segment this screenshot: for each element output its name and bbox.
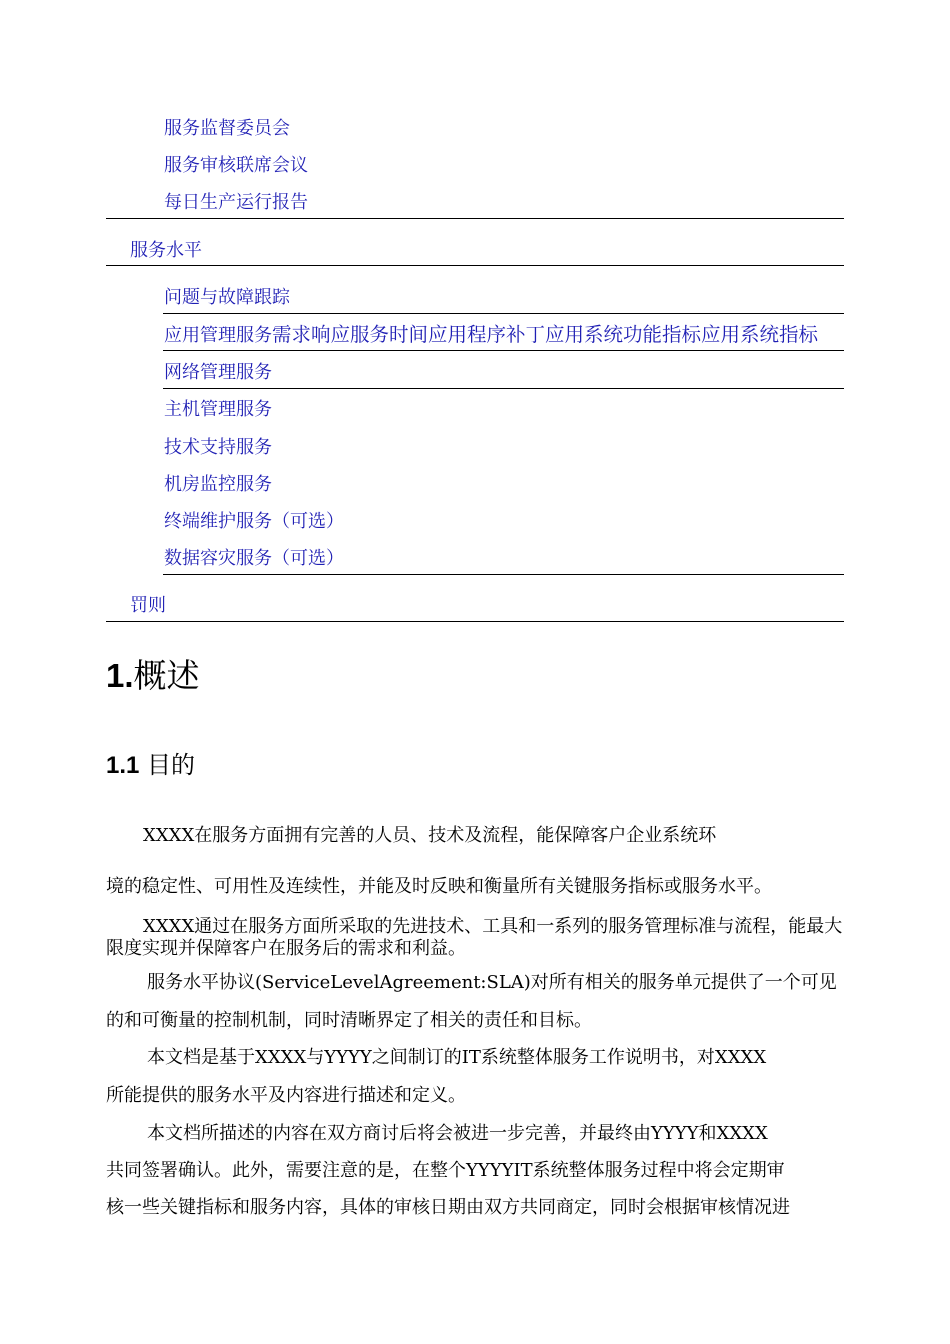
heading-1-title: 概述 xyxy=(133,656,200,695)
toc-divider xyxy=(163,574,844,575)
heading-2-number: 1.1 xyxy=(106,752,140,779)
toc-item-host[interactable]: 主机管理服务 xyxy=(164,399,272,420)
paragraph-1-line-2: 境的稳定性、可用性及连续性，并能及时反映和衡量所有关键服务指标或服务水平。 xyxy=(106,876,772,897)
toc-section-service-level[interactable]: 服务水平 xyxy=(130,240,202,261)
heading-2 xyxy=(106,749,195,782)
toc-item-machine-room[interactable]: 机房监控服务 xyxy=(164,474,272,495)
toc-item-service-review-meeting[interactable]: 服务审核联席会议 xyxy=(164,155,308,176)
toc-item-issue-tracking[interactable]: 问题与故障跟踪 xyxy=(164,287,290,308)
toc-divider xyxy=(163,388,844,389)
heading-1 xyxy=(106,654,200,698)
toc-divider xyxy=(163,313,844,314)
toc-item-app-management[interactable]: 应用管理服务 xyxy=(164,325,272,346)
toc-item-service-supervision-committee[interactable]: 服务监督委员会 xyxy=(164,118,290,139)
heading-2-title: 目的 xyxy=(147,751,196,779)
toc-divider xyxy=(106,218,844,219)
toc-item-app-management-sub[interactable]: 需求响应服务时间应用程序补丁应用系统功能指标应用系统指标 xyxy=(272,323,819,346)
toc-item-daily-report[interactable]: 每日生产运行报告 xyxy=(164,192,308,213)
heading-1-number: 1. xyxy=(106,657,134,694)
toc-item-disaster-recovery[interactable]: 数据容灾服务（可选） xyxy=(164,548,344,569)
paragraph-5-line-1: 本文档所描述的内容在双方商讨后将会被进一步完善，并最终由YYYY和XXXX xyxy=(147,1123,768,1144)
paragraph-4-line-1: 本文档是基于XXXX与YYYY之间制订的IT系统整体服务工作说明书，对XXXX xyxy=(147,1047,767,1068)
paragraph-4-line-2: 所能提供的服务水平及内容进行描述和定义。 xyxy=(106,1085,466,1106)
toc-item-network[interactable]: 网络管理服务 xyxy=(164,362,272,383)
toc-item-tech-support[interactable]: 技术支持服务 xyxy=(164,437,272,458)
paragraph-5-line-3: 核一些关键指标和服务内容，具体的审核日期由双方共同商定，同时会根据审核情况进 xyxy=(106,1197,790,1218)
toc-item-terminal[interactable]: 终端维护服务（可选） xyxy=(164,511,344,532)
toc-divider xyxy=(106,265,844,266)
paragraph-1-line-1: XXXX在服务方面拥有完善的人员、技术及流程，能保障客户企业系统环 xyxy=(143,825,717,846)
paragraph-5-line-2: 共同签署确认。此外，需要注意的是，在整个YYYYIT系统整体服务过程中将会定期审 xyxy=(106,1160,785,1181)
toc-item-app-management-row xyxy=(164,324,818,347)
toc-divider xyxy=(106,621,844,622)
toc-section-penalty[interactable]: 罚则 xyxy=(130,595,166,616)
paragraph-3-line-2: 的和可衡量的控制机制，同时清晰界定了相关的责任和目标。 xyxy=(106,1010,592,1031)
paragraph-2: XXXX通过在服务方面所采取的先进技术、工具和一系列的服务管理标准与流程，能最大限度实现并保障客户在服务后的需求和利益。 xyxy=(106,916,843,959)
toc-divider xyxy=(163,350,844,351)
paragraph-3-line-1: 服务水平协议(ServiceLevelAgreement:SLA)对所有相关的服务单元提供了一个可见 xyxy=(147,972,837,993)
